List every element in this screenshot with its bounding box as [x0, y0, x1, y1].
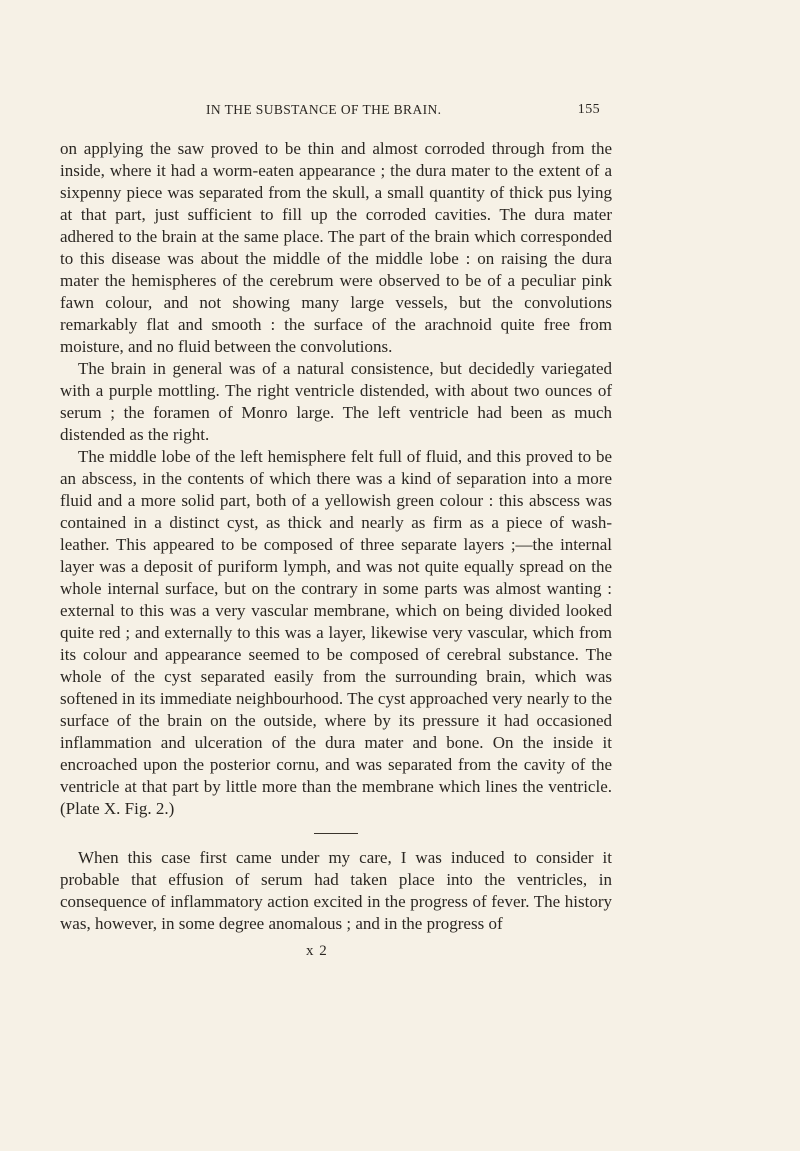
section-divider — [314, 833, 358, 834]
page-header — [60, 102, 600, 122]
signature-mark: x 2 — [306, 943, 328, 959]
paragraph: The brain in general was of a natural consistence, but decidedly variegated with a purple mottling. The right ventricle distended, with about two ounces of serum ; the foramen of Monro large. The left ventricle had been as much distended as the right. — [60, 359, 612, 444]
paragraph: The middle lobe of the left hemisphere felt full of fluid, and this proved to be an abscess, in the contents of which there was a kind of separation into a more fluid and a more solid part, both of a yellowish green colour : this abscess was contained in a distinct cyst, as thick and nearly as firm as a piece of wash-leather. This appeared to be composed of three separate layers ;—the internal layer was a deposit of puriform lymph, and was not quite equally spread on the whole internal surface, but on the contrary in some parts was almost wanting : external to this was a very vascular membrane, which on being divided looked quite red ; and externally to this was a layer, likewise very vascular, which from its colour and appearance seemed to be composed of cerebral substance. The whole of the cyst separated easily from the surrounding brain, which was softened in its immediate neighbourhood. The cyst approached very nearly to the surface of the brain on the outside, where by its pressure it had occasioned inflammation and ulceration of the dura mater and bone. On the inside it encroached upon the posterior cornu, and was separated from the cavity of the ventricle at that part by little more than the membrane which lines the ventricle. (Plate X. Fig. 2.) — [60, 447, 612, 818]
paragraph: on applying the saw proved to be thin and almost corroded through from the inside, where it had a worm-eaten appearance ; the dura mater to the extent of a sixpenny piece was separated from the skull, a small quantity of thick pus lying at that part, just sufficient to fill up the corroded cavities. The dura mater adhered to the brain at the same place. The part of the brain which corresponded to this disease was about the middle of the middle lobe : on raising the dura mater the hemispheres of the cerebrum were observed to be of a peculiar pink fawn colour, and not showing many large vessels, but the convolutions remarkably flat and smooth : the surface of the arachnoid quite free from moisture, and no fluid between the convolutions. — [60, 139, 612, 356]
body-text — [60, 138, 612, 935]
running-head: IN THE SUBSTANCE OF THE BRAIN. — [206, 102, 442, 117]
page-number: 155 — [577, 102, 600, 117]
paragraph: When this case first came under my care, I was induced to consider it probable that effusion of serum had taken place into the ventricles, in consequence of inflammatory action excited in the progress of fever. The history was, however, in some degree anomalous ; and in the progress of — [60, 848, 612, 933]
